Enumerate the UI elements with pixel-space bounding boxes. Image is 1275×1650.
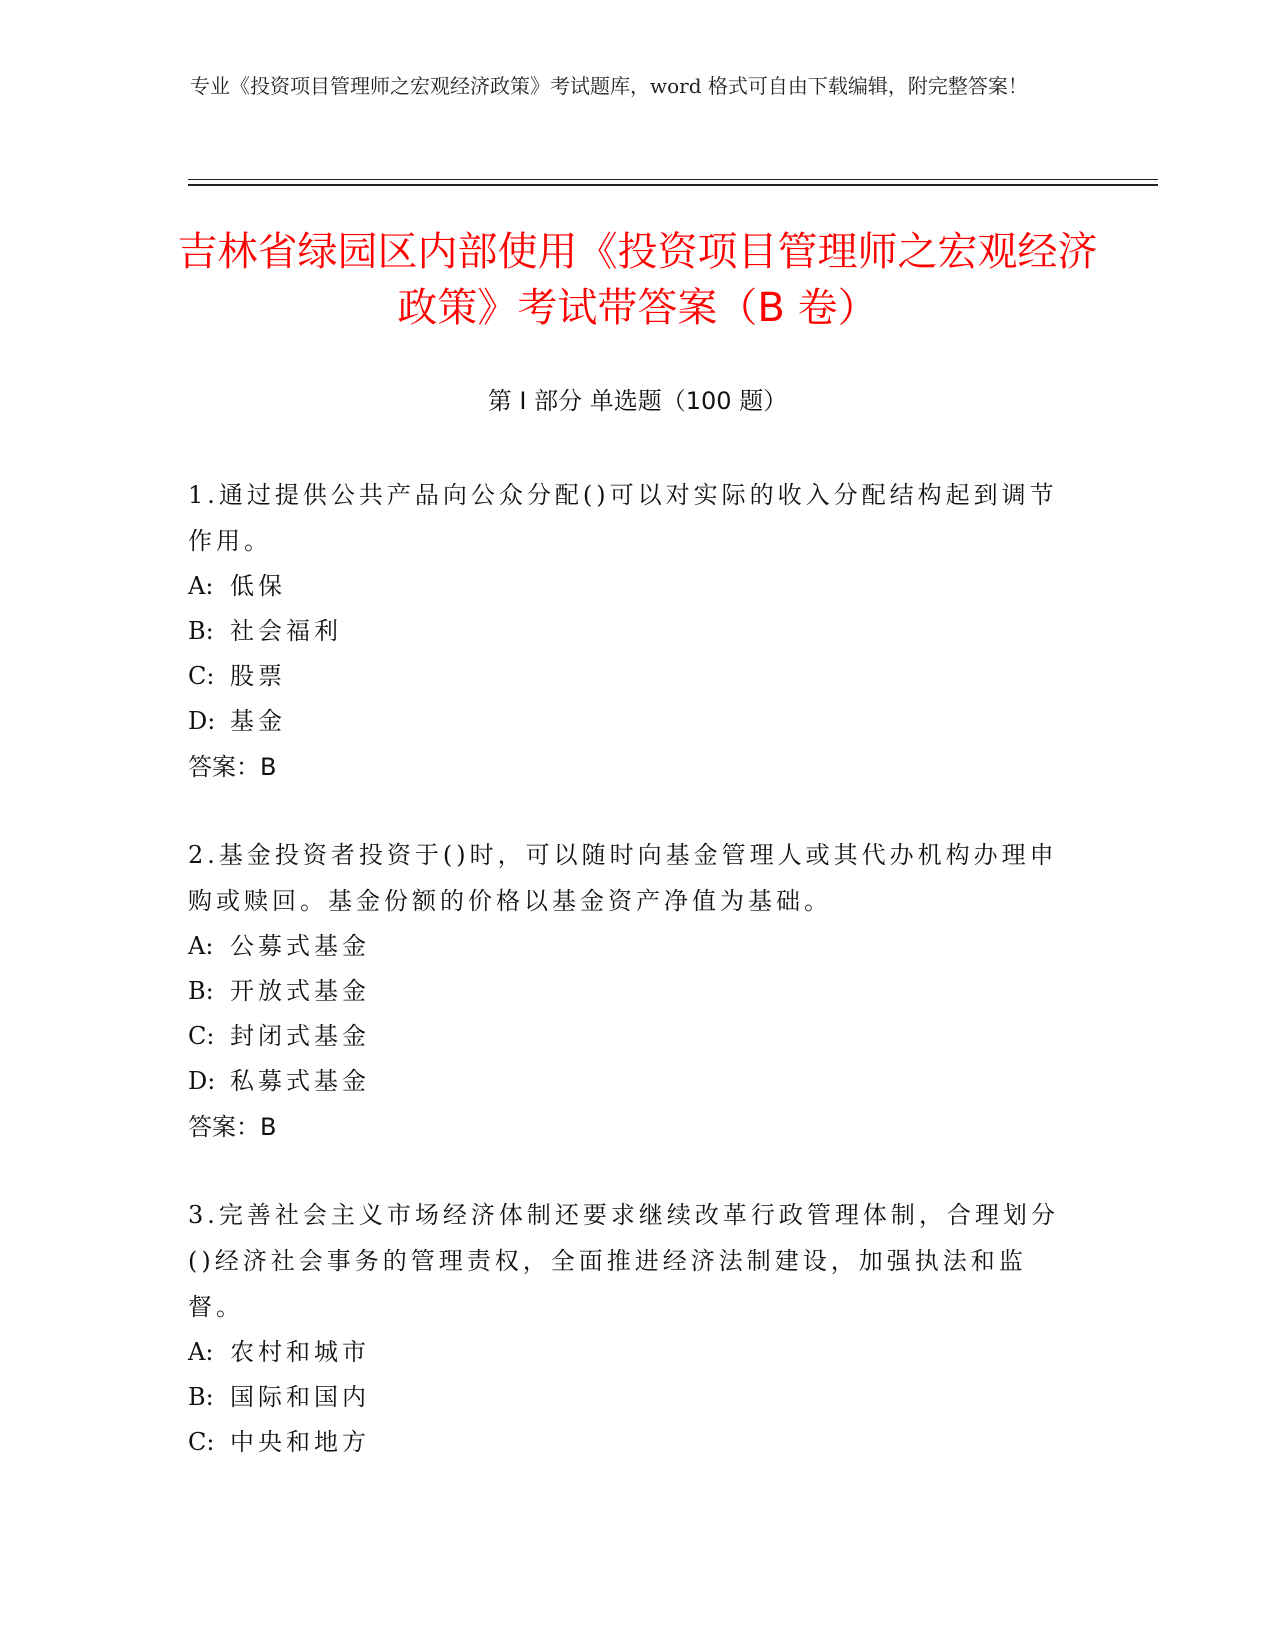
answer-line: 答案：B	[188, 753, 277, 781]
option-text: 社会福利	[230, 617, 342, 645]
option-letter: D:	[188, 1067, 216, 1095]
option-letter: D:	[188, 707, 216, 735]
option-d	[188, 699, 1068, 744]
option-text: 低保	[230, 572, 286, 600]
option-text: 国际和国内	[230, 1383, 370, 1411]
option-c	[188, 654, 1068, 699]
option-text: 封闭式基金	[230, 1022, 370, 1050]
option-letter: C:	[188, 1428, 215, 1456]
option-c	[188, 1420, 1068, 1465]
option-letter: C:	[188, 662, 215, 690]
option-b	[188, 609, 1068, 654]
option-b	[188, 1375, 1068, 1420]
question-text: 1.通过提供公共产品向公众分配()可以对实际的收入分配结构起到调节作用。	[188, 481, 1058, 555]
question-1	[188, 472, 1068, 790]
option-letter: B:	[188, 1383, 214, 1411]
option-b	[188, 969, 1068, 1014]
option-letter: A:	[188, 572, 214, 600]
option-d	[188, 1059, 1068, 1104]
option-letter: B:	[188, 617, 214, 645]
header-divider-thin	[188, 179, 1158, 180]
option-text: 中央和地方	[230, 1428, 370, 1456]
document-title: 吉林省绿园区内部使用《投资项目管理师之宏观经济政策》考试带答案（B 卷）	[177, 229, 1098, 331]
option-a	[188, 924, 1068, 969]
answer-line: 答案：B	[188, 1113, 277, 1141]
option-c	[188, 1014, 1068, 1059]
question-text: 3.完善社会主义市场经济体制还要求继续改革行政管理体制，合理划分()经济社会事务的管理责权，全面推进经济法制建设，加强执法和监督。	[188, 1201, 1059, 1321]
option-letter: A:	[188, 932, 214, 960]
option-text: 农村和城市	[230, 1338, 370, 1366]
header-note: 专业《投资项目管理师之宏观经济政策》考试题库，word 格式可自由下载编辑，附完整答案！	[190, 74, 1028, 98]
option-letter: A:	[188, 1338, 214, 1366]
question-3	[188, 1192, 1068, 1465]
section-heading: 第 I 部分 单选题（100 题）	[487, 387, 788, 415]
option-text: 私募式基金	[230, 1067, 370, 1095]
option-text: 基金	[230, 707, 286, 735]
option-a	[188, 1330, 1068, 1375]
option-text: 股票	[230, 662, 286, 690]
question-text: 2.基金投资者投资于()时，可以随时向基金管理人或其代办机构办理申购或赎回。基金份额的价格以基金资产净值为基础。	[188, 841, 1058, 915]
option-text: 开放式基金	[230, 977, 370, 1005]
option-letter: C:	[188, 1022, 215, 1050]
header-divider-thick	[188, 184, 1158, 186]
option-text: 公募式基金	[230, 932, 370, 960]
option-letter: B:	[188, 977, 214, 1005]
question-2	[188, 832, 1068, 1150]
option-a	[188, 564, 1068, 609]
